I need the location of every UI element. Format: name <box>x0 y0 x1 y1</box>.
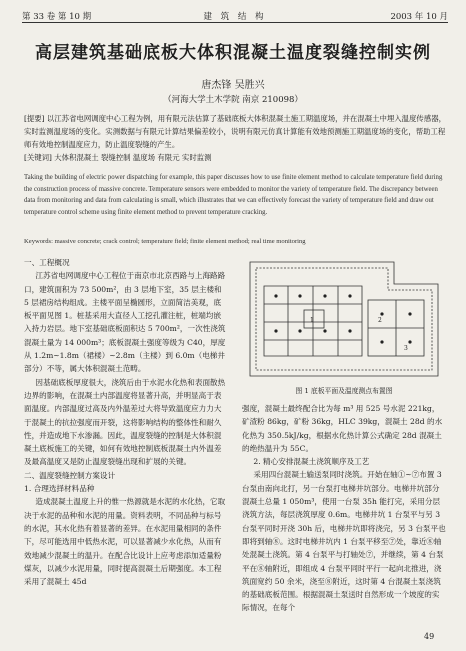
abstract-zh: [提要] 以江苏省电网调度中心工程为例，用有限元法估算了基础底板大体积混凝土施工期温度场，并在混凝土中埋入温度传感器，实时监测温度场的变化。实测数据与有限元计算结果偏差较小，说明有限元仿真计算能有效地预测施工期温度场的变化，帮助工程师有效地控制温度应力，防止温度裂缝的产生。 <box>24 114 446 149</box>
header-date: 2003 年 10 月 <box>390 12 448 22</box>
subsection-heading: 2. 精心安排混凝土浇筑顺序及工艺 <box>253 457 370 467</box>
abstract-en: Taking the building of electric power dispatching for example, this paper discusses how to use finite element method to calculate temperature field during the construction process of massive concrete. Temperature sensors were embedded to monitor the variety of temperature field. The discrepancy between data from monitoring and data from calculating is small, which illustrates that we can effectively forecast the variety of temperature field and draw out temperature control scheme using finite element method to prevent temperature cracking. <box>24 174 443 216</box>
measure-point-label: 1 <box>310 317 314 324</box>
header-rule <box>22 22 448 23</box>
floor-plan-drawing <box>244 256 444 382</box>
running-header <box>22 6 448 22</box>
paragraph: 造成混凝土温度上升的惟一热源就是水泥的水化热，它取决于水泥的品种和水泥的用量。资料表明，不同品种与标号的水泥，其水化热有着显著的差异。在水泥用量相同的条件下，尽可能选用中低热水泥，可以显著减少水化热，从而有效地减少混凝土的温升。在配合比设计上应考虑添加适量粉煤灰，以减少水泥用量，同时提高混凝土后期强度。本工程采用了混凝土 45d <box>24 497 226 587</box>
section-heading: 一、工程概况 <box>24 258 70 267</box>
header-volume: 第 33 卷 第 10 期 <box>22 12 92 22</box>
figure-caption: 图 1 底板平面及温度测点布置图 <box>295 387 393 395</box>
left-column <box>24 256 227 588</box>
page-number: 49 <box>424 632 435 641</box>
paper-title: 高层建筑基础底板大体积混凝土温度裂缝控制实例 <box>35 43 431 63</box>
keywords-zh: [关键词] 大体积混凝土 裂缝控制 温度场 有限元 实时监测 <box>24 153 212 162</box>
subsection-heading: 1. 合理选择材料品种 <box>24 484 95 494</box>
paragraph: 因基础底板厚度很大，浇筑后由于水泥水化热和表面散热边界的影响，在混凝土内部温度将显著升高，并明显高于表面温度。内部温度过高及内外温差过大将导致温度应力力大于混凝土的抗拉强度而开裂，这将影响结构的整体性和耐久性，并造成地下水渗漏。因此，温度裂缝的控制是大体积混凝土底板施工的关键，如何有效地控制底板混凝土内外温差及最高温度又是防止温度裂缝出现和扩展的关键。 <box>24 377 226 467</box>
paper-affiliation: （河海大学土木学院 南京 210098） <box>163 95 303 105</box>
paragraph: 采用四台混凝土输送泵同时浇筑。开始在轴①~⑦布置 3 台泵由南向北打，另一台泵打电梯井坑部分。电梯井坑部分混凝土总量 1 050m³，使用一台泵 35h 能打完，采用分层浇筑方法，每层浇筑厚度 0.6m。电梯井坑 1 台泵平与另 3 台泵平同时开浇 30h 后，电梯井坑即将浇完，另 3 台泵平也即将到轴⑧。这时电梯井坑内 1 台泵平移至⑦处，靠近⑧轴处混凝土浇筑。第 4 台泵平与打轴处⑦，并继续，第 4 台泵平在⑧轴附近，即组成 4 台泵平同时平行一起向北推进，浇筑面宽约 50 余米，浇至⑧附近，这时第 4 台混凝土泵浇筑的基础底板范围。根据混凝土泵送时自然形成一个坡度的实际情况，在每个 <box>242 470 446 613</box>
keywords-en: Keywords: massive concrete; crack control; temperature field; finite element method; real time monitoring <box>24 238 306 245</box>
paper-authors: 唐杰锋 吴胜兴 <box>201 80 265 91</box>
measure-point-label: 2 <box>378 317 382 324</box>
right-column <box>242 402 446 615</box>
section-heading: 二、温度裂缝控制方案设计 <box>24 470 116 480</box>
measure-point-label: 3 <box>404 345 408 352</box>
paragraph: 江苏省电网调度中心工程位于南京市北京西路与上海路路口，建筑面积为 73 500m²，由 3 层地下室，35 层主楼和 5 层裙房结构组成。主楼平面呈椭圆形，立面简洁美观，底板平面见图 1。桩基采用大直径人工挖孔灌注桩，桩端均嵌入持力岩层。地下室基础底板面积达 5 700m²，一次性浇筑混凝土量为 14 000m³；底板混凝土强度等级为 C40，厚度从 1.2m~1.8m（裙楼）~2.8m（主楼）到 6.0m（电梯井部分）不等，属大体积混凝土范畴。 <box>24 271 226 374</box>
figure-1 <box>244 256 444 382</box>
header-journal: 建 筑 结 构 <box>203 12 267 22</box>
paragraph: 强度，混凝土最终配合比为每 m³ 用 525 号水泥 221kg，矿渣粉 86kg，矿粉 36kg，HLC 39kg，混凝土 28d 的水化热为 350.5kJ/kg，根据水化热计算公式确定 28d 混凝土的绝热温升为 55C。 <box>242 404 443 453</box>
